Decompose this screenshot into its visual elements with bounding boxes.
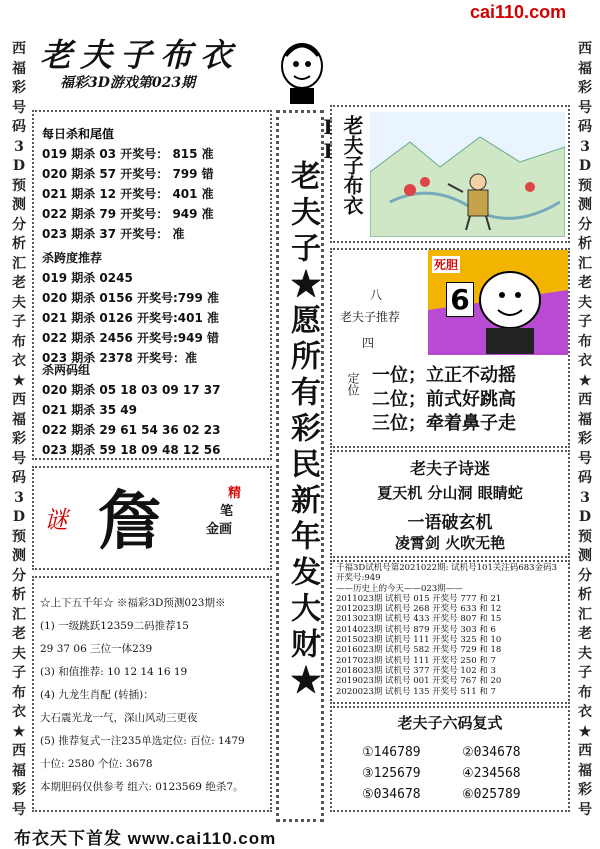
landscape-image <box>370 112 565 237</box>
history-row: 2018023期 试机号 377 开奖号 102 和 3 <box>336 665 496 676</box>
history-head: 千福3D试机号第2021022期: 试机号101关注码683金码3 <box>336 563 558 573</box>
daily-section <box>42 124 267 244</box>
right-panel-title: 老夫子布衣II <box>316 115 364 215</box>
two-code-section <box>42 360 267 460</box>
art-left-word: 谜 <box>44 506 68 534</box>
forecast-line: (4) 九龙生肖配 (转插)： <box>40 689 154 701</box>
history-row: 2020023期 试机号 135 开奖号 511 和 7 <box>336 686 496 697</box>
six-code-item: ⑥025789 <box>462 787 521 802</box>
art-right3: 金画 <box>206 522 233 537</box>
daily-row: 022 期杀 79 开奖号： 949 准 <box>42 207 214 221</box>
two-code-row: 022 期杀 29 61 54 36 02 23 <box>42 423 221 437</box>
art-right1: 精 <box>228 486 242 501</box>
cartoon-icon <box>268 26 328 106</box>
history-row: 2017023期 试机号 111 开奖号 250 和 7 <box>336 655 496 666</box>
forecast-line: 本期胆码仅供参考 组六: 0123569 绝杀7。 <box>40 781 244 793</box>
span-row: 021 期杀 0126 开奖号:401 准 <box>42 311 220 325</box>
poem-line: 夏天机 分山洞 眼睛蛇 <box>377 484 523 502</box>
daily-heading: 每日杀和尾值 <box>42 127 115 141</box>
death-badge-label: 死胆 <box>434 258 459 272</box>
recommend-line: 三位；牵着鼻子走 <box>372 413 516 434</box>
page-title: 老夫子布衣 <box>40 36 241 74</box>
left-side-text: 西 福 彩 号 码 3 D 预 测 分 析 汇 老 夫 子 布 衣 ★ 西 福 彩 号 码 3 D 预 测 分 析 汇 老 夫 子 布 衣 ★ 西 福 彩 号 <box>12 41 26 818</box>
forecast-section <box>40 592 270 799</box>
span-heading: 杀跨度推荐 <box>42 251 103 265</box>
right-side-text: 西 福 彩 号 码 3 D 预 测 分 析 汇 老 夫 子 布 衣 ★ 西 福 彩 号 码 3 D 预 测 分 析 汇 老 夫 子 布 衣 ★ 西 福 彩 号 <box>578 41 592 818</box>
footer <box>14 824 454 846</box>
recommend-line: 二位；前式好跳高 <box>372 389 516 410</box>
six-code-item: ①146789 <box>362 745 421 760</box>
recommend-label-four: 四 <box>362 336 375 350</box>
footer-text[interactable]: 布衣天下首发 www.cai110.com <box>14 829 277 848</box>
span-row: 020 期杀 0156 开奖号:799 准 <box>42 291 220 305</box>
history-head: 开奖号:949 <box>336 573 381 584</box>
history-row: 2016023期 试机号 582 开奖号 729 和 18 <box>336 645 502 656</box>
history-row: 2013023期 试机号 433 开奖号 807 和 15 <box>336 614 502 625</box>
poem-line: 一语破玄机 <box>407 513 493 533</box>
forecast-line: (1) 一级跳跃12359二码推荐15 <box>40 620 189 632</box>
six-code-grid <box>362 742 562 805</box>
two-code-row: 023 期杀 59 18 09 48 12 56 <box>42 443 221 457</box>
six-code-item: ②034678 <box>462 745 521 760</box>
recommend-label-side: 定位 <box>346 372 360 396</box>
span-row: 022 期杀 2456 开奖号:949 错 <box>42 331 220 345</box>
daily-row: 023 期杀 37 开奖号： 准 <box>42 227 185 241</box>
site-url[interactable]: cai110.com <box>470 2 567 22</box>
history-row: 2011023期 试机号 015 开奖号 777 和 21 <box>336 593 502 604</box>
forecast-line: 29 37 06 三位一体239 <box>40 643 153 655</box>
history-row: 2012023期 试机号 268 开奖号 633 和 12 <box>336 604 502 615</box>
six-code-item: ⑤034678 <box>362 787 421 802</box>
poem-heading: 老夫子诗迷 <box>409 459 490 478</box>
span-row: 019 期杀 0245 <box>42 271 133 285</box>
recommend-line: 一位；立正不动摇 <box>372 365 516 386</box>
art-big-char: 詹 <box>98 484 162 559</box>
two-code-row: 020 期杀 05 18 03 09 17 37 <box>42 383 221 397</box>
daily-row: 019 期杀 03 开奖号： 815 准 <box>42 147 214 161</box>
death-badge-number: 6 <box>446 282 474 317</box>
history-section <box>336 563 568 697</box>
page-subtitle: 福彩3D游戏第023期 <box>60 75 196 91</box>
forecast-line: (5) 推荐复式一注235单选定位: 百位: 1479 <box>40 735 245 747</box>
history-head: ——历史上的今天——023期—— <box>336 583 463 594</box>
two-code-row: 021 期杀 35 49 <box>42 403 137 417</box>
forecast-line: (3) 和值推荐: 10 12 14 16 19 <box>40 666 188 678</box>
recommend-label-eight: 八 <box>370 288 383 302</box>
forecast-line: 十位: 2580 个位: 3678 <box>40 758 153 770</box>
history-row: 2019023期 试机号 001 开奖号 767 和 20 <box>336 676 502 687</box>
six-code-title: 老夫子六码复式 <box>397 714 503 732</box>
daily-row: 021 期杀 12 开奖号： 401 准 <box>42 187 214 201</box>
two-code-heading: 杀两码组 <box>42 363 91 377</box>
site-brand[interactable] <box>470 2 598 24</box>
forecast-title: ☆上下五千年☆ ※福彩3D预测023期※ <box>40 597 226 609</box>
span-row: 023 期杀 2378 开奖号：准 <box>42 351 197 365</box>
span-section <box>42 248 267 368</box>
art-right2: 笔 <box>220 504 234 519</box>
history-row: 2014023期 试机号 879 开奖号 303 和 6 <box>336 624 496 635</box>
forecast-line: 大石震光龙一气，深山风动三更夜 <box>40 712 198 724</box>
six-code-item: ③125679 <box>362 766 421 781</box>
daily-row: 020 期杀 57 开奖号： 799 错 <box>42 167 214 181</box>
recommend-lines <box>372 364 572 436</box>
six-code-item: ④234568 <box>462 766 521 781</box>
center-banner-text: 老夫子★愿所有彩民新年发大财★ <box>285 160 320 700</box>
history-row: 2015023期 试机号 111 开奖号 325 和 10 <box>336 635 502 646</box>
recommend-label: 老夫子推荐 <box>340 310 401 324</box>
poem-line: 凌霄剑 火吹无艳 <box>394 534 506 552</box>
